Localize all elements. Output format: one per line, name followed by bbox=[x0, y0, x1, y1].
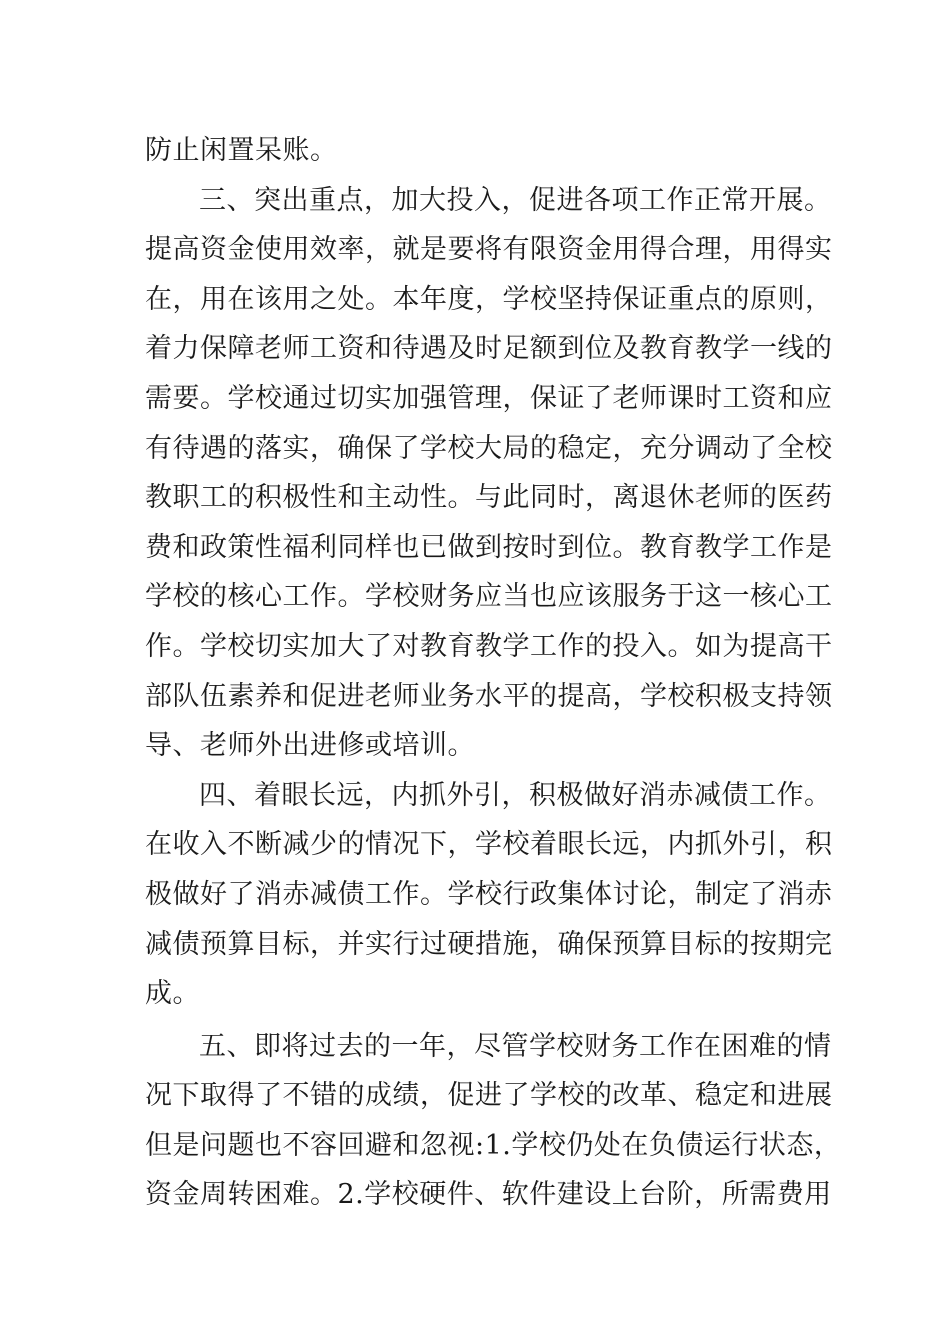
section-heading-line: 三、突出重点，加大投入，促进各项工作正常开展。 bbox=[199, 184, 832, 216]
text-line: 防止闲置呆账。 bbox=[145, 135, 338, 166]
text-line: 费和政策性福利同样也已做到按时到位。教育教学工作是 bbox=[145, 531, 833, 563]
text-line: 况下取得了不错的成绩，促进了学校的改革、稳定和进展 bbox=[145, 1080, 833, 1112]
text-line: 在收入不断减少的情况下，学校着眼长远，内抓外引，积 bbox=[145, 829, 833, 861]
text-line: 资金周转困难。2.学校硬件、软件建设上台阶，所需费用 bbox=[145, 1179, 832, 1211]
text-line: 但是问题也不容回避和忽视:1.学校仍处在负债运行状态， bbox=[145, 1129, 842, 1161]
text-line: 提高资金使用效率，就是要将有限资金用得合理，用得实 bbox=[145, 234, 833, 266]
document-body bbox=[145, 126, 842, 1220]
text-line: 极做好了消赤减债工作。学校行政集体讨论，制定了消赤 bbox=[145, 878, 833, 910]
text-line: 成。 bbox=[145, 978, 200, 1010]
text-line: 导、老师外出进修或培训。 bbox=[145, 730, 475, 762]
text-line: 教职工的积极性和主动性。与此同时，离退休老师的医药 bbox=[145, 482, 833, 514]
section-heading-line: 五、即将过去的一年，尽管学校财务工作在困难的情 bbox=[199, 1030, 832, 1062]
text-line: 部队伍素养和促进老师业务水平的提高，学校积极支持领 bbox=[145, 680, 833, 712]
text-line: 着力保障老师工资和待遇及时足额到位及教育教学一线的 bbox=[145, 333, 833, 365]
text-line: 学校的核心工作。学校财务应当也应该服务于这一核心工 bbox=[145, 581, 833, 613]
section-heading-line: 四、着眼长远，内抓外引，积极做好消赤减债工作。 bbox=[199, 779, 832, 811]
text-line: 作。学校切实加大了对教育教学工作的投入。如为提高干 bbox=[145, 630, 833, 662]
text-line: 减债预算目标，并实行过硬措施，确保预算目标的按期完 bbox=[145, 928, 833, 960]
text-line: 在，用在该用之处。本年度，学校坚持保证重点的原则， bbox=[145, 283, 833, 315]
text-line: 有待遇的落实，确保了学校大局的稳定，充分调动了全校 bbox=[145, 432, 833, 464]
text-line: 需要。学校通过切实加强管理，保证了老师课时工资和应 bbox=[145, 382, 833, 414]
